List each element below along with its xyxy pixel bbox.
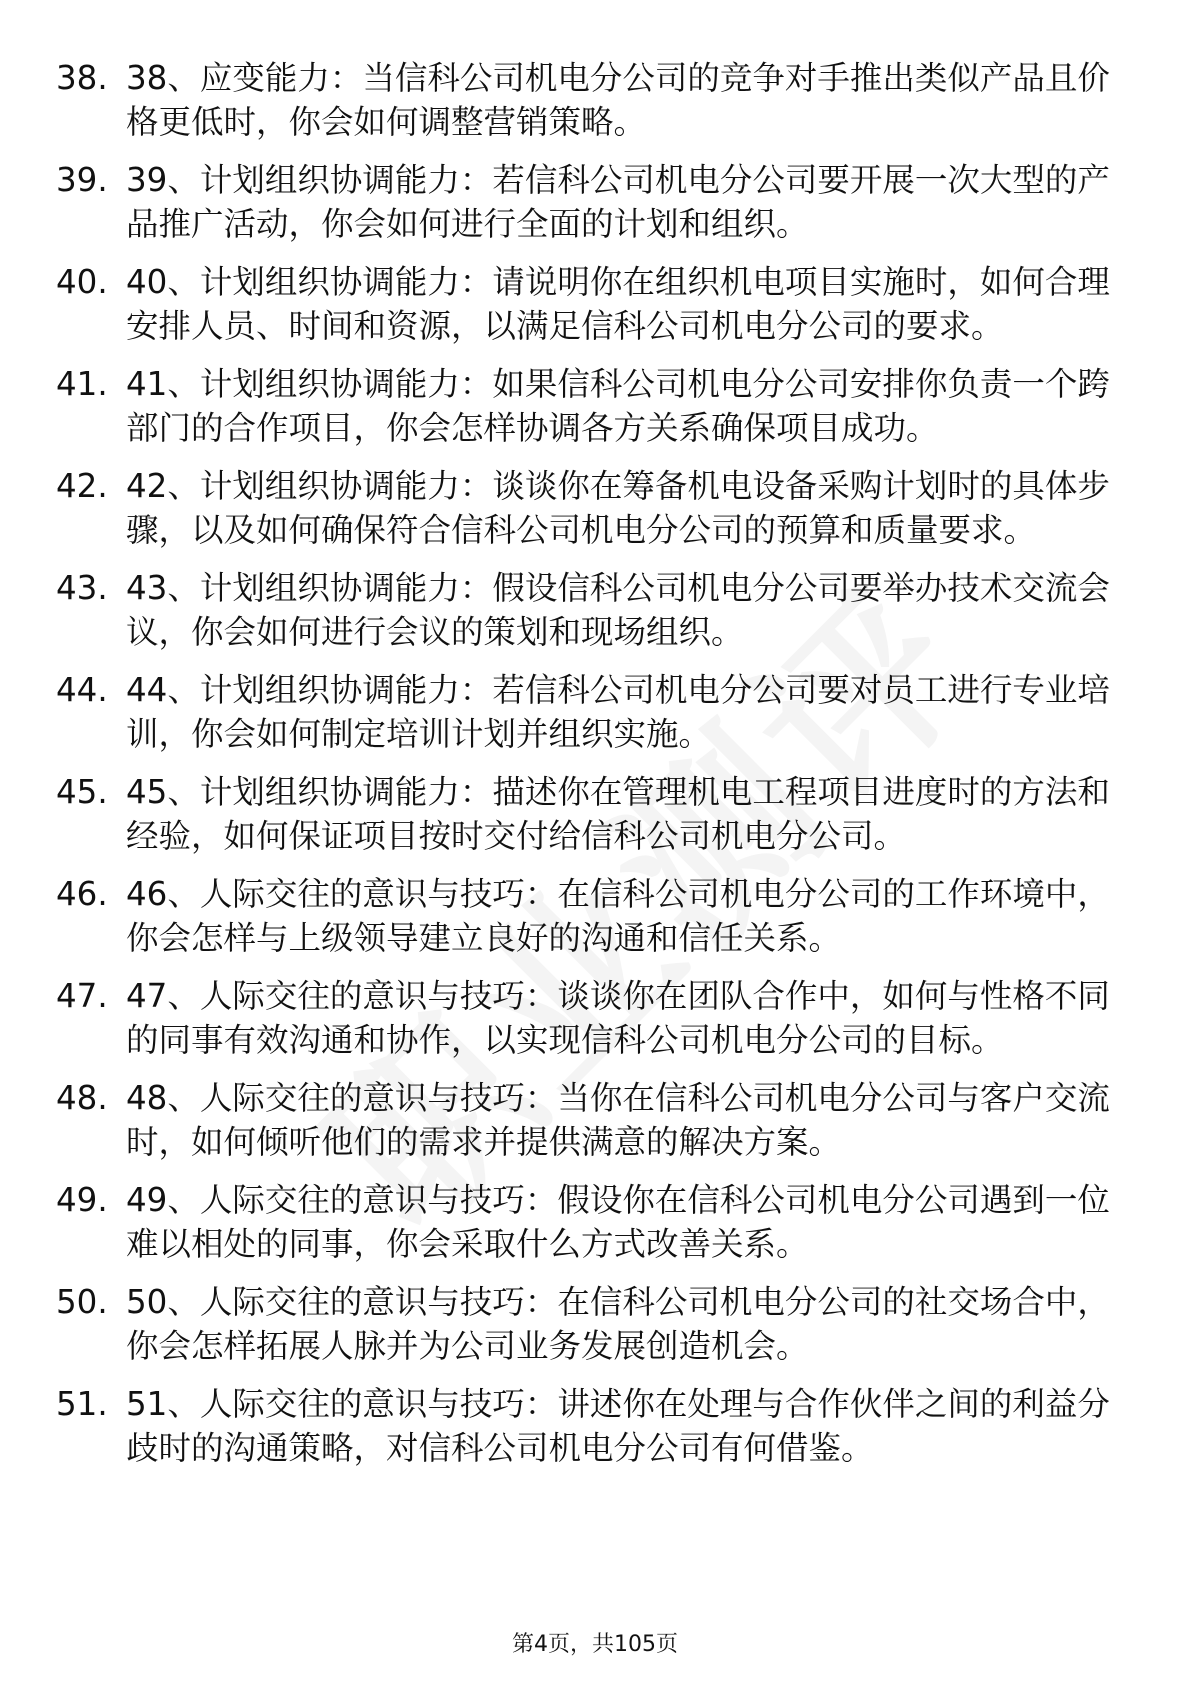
question-item xyxy=(0,464,1190,552)
question-text: 44、计划组织协调能力：若信科公司机电分公司要对员工进行专业培训，你会如何制定培训计划并组织实施。 xyxy=(126,671,1110,753)
question-number: 46. xyxy=(56,875,108,913)
question-item xyxy=(0,872,1190,960)
question-number: 45. xyxy=(56,773,108,811)
question-number: 41. xyxy=(56,365,108,403)
question-number: 42. xyxy=(56,467,108,505)
question-text: 42、计划组织协调能力：谈谈你在筹备机电设备采购计划时的具体步骤，以及如何确保符合信科公司机电分公司的预算和质量要求。 xyxy=(126,467,1110,549)
question-number: 40. xyxy=(56,263,108,301)
question-number: 51. xyxy=(56,1385,108,1423)
question-item xyxy=(0,770,1190,858)
question-text: 41、计划组织协调能力：如果信科公司机电分公司安排你负责一个跨部门的合作项目，你会怎样协调各方关系确保项目成功。 xyxy=(126,365,1110,447)
question-text: 46、人际交往的意识与技巧：在信科公司机电分公司的工作环境中，你会怎样与上级领导建立良好的沟通和信任关系。 xyxy=(126,875,1110,957)
question-text: 43、计划组织协调能力：假设信科公司机电分公司要举办技术交流会议，你会如何进行会议的策划和现场组织。 xyxy=(126,569,1110,651)
question-item xyxy=(0,1280,1190,1368)
question-item xyxy=(0,260,1190,348)
question-text: 51、人际交往的意识与技巧：讲述你在处理与合作伙伴之间的利益分歧时的沟通策略，对信科公司机电分公司有何借鉴。 xyxy=(126,1385,1110,1467)
question-number: 47. xyxy=(56,977,108,1015)
question-number: 39. xyxy=(56,161,108,199)
question-item xyxy=(0,668,1190,756)
question-text: 49、人际交往的意识与技巧：假设你在信科公司机电分公司遇到一位难以相处的同事，你会采取什么方式改善关系。 xyxy=(126,1181,1110,1263)
question-number: 43. xyxy=(56,569,108,607)
question-number: 48. xyxy=(56,1079,108,1117)
question-text: 48、人际交往的意识与技巧：当你在信科公司机电分公司与客户交流时，如何倾听他们的需求并提供满意的解决方案。 xyxy=(126,1079,1110,1161)
question-text: 47、人际交往的意识与技巧：谈谈你在团队合作中，如何与性格不同的同事有效沟通和协作，以实现信科公司机电分公司的目标。 xyxy=(126,977,1110,1059)
question-item xyxy=(0,362,1190,450)
question-number: 38. xyxy=(56,59,108,97)
question-item xyxy=(0,56,1190,144)
question-text: 40、计划组织协调能力：请说明你在组织机电项目实施时，如何合理安排人员、时间和资源，以满足信科公司机电分公司的要求。 xyxy=(126,263,1110,345)
question-item xyxy=(0,1076,1190,1164)
question-list xyxy=(0,56,1190,1484)
question-item xyxy=(0,1178,1190,1266)
question-number: 44. xyxy=(56,671,108,709)
question-text: 39、计划组织协调能力：若信科公司机电分公司要开展一次大型的产品推广活动，你会如何进行全面的计划和组织。 xyxy=(126,161,1110,243)
question-item xyxy=(0,158,1190,246)
question-text: 45、计划组织协调能力：描述你在管理机电工程项目进度时的方法和经验，如何保证项目按时交付给信科公司机电分公司。 xyxy=(126,773,1110,855)
question-text: 38、应变能力：当信科公司机电分公司的竞争对手推出类似产品且价格更低时，你会如何调整营销策略。 xyxy=(126,59,1110,141)
question-number: 50. xyxy=(56,1283,108,1321)
question-item xyxy=(0,974,1190,1062)
question-item xyxy=(0,1382,1190,1470)
question-text: 50、人际交往的意识与技巧：在信科公司机电分公司的社交场合中，你会怎样拓展人脉并为公司业务发展创造机会。 xyxy=(126,1283,1110,1365)
page-footer: 第4页，共105页 xyxy=(512,1632,678,1657)
question-number: 49. xyxy=(56,1181,108,1219)
question-item xyxy=(0,566,1190,654)
